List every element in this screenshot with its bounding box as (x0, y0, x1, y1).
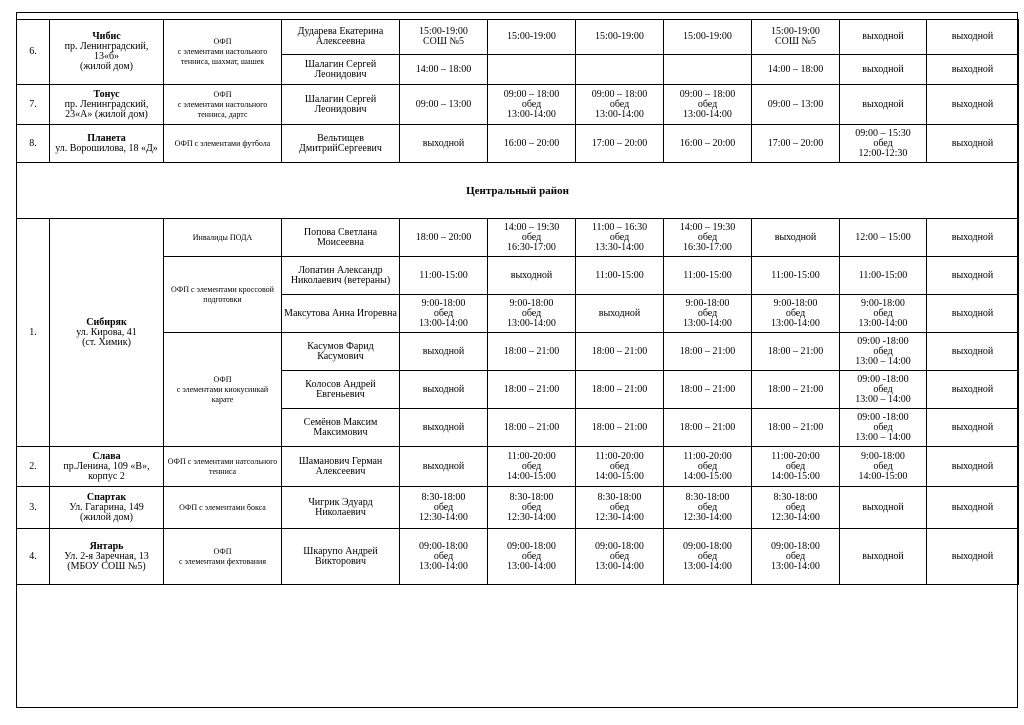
schedule-time-cell: 18:00 – 21:00 (576, 371, 664, 409)
row-number: 8. (17, 125, 50, 163)
sport-type: ОФП с элементами фехтования (164, 529, 282, 585)
row-number: 6. (17, 20, 50, 85)
schedule-time-cell: 11:00-20:00 обед 14:00-15:00 (576, 447, 664, 487)
coach-name: Шкарупо Андрей Викторович (282, 529, 400, 585)
schedule-time-cell: выходной (927, 219, 1019, 257)
schedule-time-cell: 11:00-15:00 (664, 257, 752, 295)
row-number: 2. (17, 447, 50, 487)
schedule-time-cell: 12:00 – 15:00 (840, 219, 927, 257)
schedule-time-cell: 09:00 -18:00 обед 13:00 – 14:00 (840, 409, 927, 447)
schedule-time-cell: выходной (752, 219, 840, 257)
schedule-time-cell: 15:00-19:00 СОШ №5 (752, 20, 840, 55)
district-title: Центральный район (17, 163, 1019, 219)
schedule-time-cell: 14:00 – 18:00 (752, 55, 840, 85)
schedule-time-cell: 17:00 – 20:00 (576, 125, 664, 163)
table-row (17, 487, 1019, 529)
schedule-time-cell: выходной (927, 125, 1019, 163)
club-address: Ул. Гагарина, 149 (жилой дом) (69, 501, 144, 523)
schedule-time-cell: 11:00-15:00 (752, 257, 840, 295)
club-address: пр. Ленинградский, 13«б» (жилой дом) (64, 41, 149, 72)
club-cell (50, 447, 164, 487)
club-cell (50, 487, 164, 529)
schedule-time-cell: 9:00-18:00 обед 13:00-14:00 (400, 295, 488, 333)
schedule-time-cell: выходной (576, 295, 664, 333)
table-row (17, 219, 1019, 257)
table-row (17, 20, 1019, 55)
schedule-time-cell: выходной (927, 371, 1019, 409)
club-cell (50, 85, 164, 125)
schedule-time-cell: 11:00-20:00 обед 14:00-15:00 (488, 447, 576, 487)
schedule-time-cell: 18:00 – 21:00 (576, 333, 664, 371)
schedule-time-cell: 18:00 – 21:00 (576, 409, 664, 447)
schedule-time-cell: выходной (840, 55, 927, 85)
schedule-time-cell: выходной (927, 333, 1019, 371)
schedule-time-cell: выходной (927, 20, 1019, 55)
sport-type: ОФП с элементами бокса (164, 487, 282, 529)
schedule-time-cell: 14:00 – 18:00 (400, 55, 488, 85)
schedule-time-cell: выходной (840, 20, 927, 55)
club-address: ул. Ворошилова, 18 «Д» (55, 142, 158, 154)
row-number: 1. (17, 219, 50, 447)
table-row (17, 125, 1019, 163)
schedule-time-cell: 9:00-18:00 обед 14:00-15:00 (840, 447, 927, 487)
district-header-row (17, 163, 1019, 219)
coach-name: Чигрик Эдуард Николаевич (282, 487, 400, 529)
schedule-time-cell: 15:00-19:00 СОШ №5 (400, 20, 488, 55)
schedule-time-cell: выходной (927, 409, 1019, 447)
schedule-time-cell: 15:00-19:00 (488, 20, 576, 55)
schedule-table (16, 19, 1019, 585)
table-row (17, 333, 1019, 371)
row-number: 4. (17, 529, 50, 585)
sport-type: ОФП с элементами кроссовой подготовки (164, 257, 282, 333)
coach-name: Максутова Анна Игоревна (282, 295, 400, 333)
schedule-time-cell: 18:00 – 21:00 (488, 409, 576, 447)
schedule-time-cell: 9:00-18:00 обед 13:00-14:00 (840, 295, 927, 333)
club-name: Слава (92, 450, 121, 462)
schedule-time-cell: 09:00-18:00 обед 13:00-14:00 (664, 529, 752, 585)
schedule-time-cell: выходной (927, 295, 1019, 333)
schedule-time-cell: 11:00-20:00 обед 14:00-15:00 (664, 447, 752, 487)
schedule-time-cell: 11:00-15:00 (400, 257, 488, 295)
schedule-time-cell: 09:00 – 18:00 обед 13:00-14:00 (488, 85, 576, 125)
schedule-time-cell: 18:00 – 21:00 (752, 333, 840, 371)
coach-name: Касумов Фарид Касумович (282, 333, 400, 371)
sport-type: ОФП с элементами натсольного тенниса (164, 447, 282, 487)
coach-name: Попова Светлана Моисеевна (282, 219, 400, 257)
coach-name: Дударева Екатерина Алексеевна (282, 20, 400, 55)
schedule-time-cell: 09:00-18:00 обед 13:00-14:00 (752, 529, 840, 585)
schedule-time-cell: 9:00-18:00 обед 13:00-14:00 (752, 295, 840, 333)
schedule-time-cell: 18:00 – 21:00 (664, 371, 752, 409)
club-cell (50, 20, 164, 85)
schedule-time-cell: выходной (927, 257, 1019, 295)
club-address: пр.Ленина, 109 «В», корпус 2 (63, 460, 150, 482)
schedule-time-cell: выходной (840, 487, 927, 529)
row-number: 3. (17, 487, 50, 529)
schedule-time-cell: 11:00-15:00 (576, 257, 664, 295)
club-name: Тонус (93, 88, 120, 100)
schedule-time-cell: выходной (927, 487, 1019, 529)
schedule-time-cell: выходной (840, 529, 927, 585)
sport-type: Инвалиды ПОДА (164, 219, 282, 257)
schedule-time-cell: выходной (488, 257, 576, 295)
club-cell (50, 529, 164, 585)
coach-name: Семёнов Максим Максимович (282, 409, 400, 447)
club-cell (50, 219, 164, 447)
schedule-time-cell: выходной (927, 529, 1019, 585)
club-address: пр. Ленинградский, 23«А» (жилой дом) (64, 98, 149, 120)
schedule-time-cell: выходной (927, 55, 1019, 85)
schedule-time-cell: 09:00-18:00 обед 13:00-14:00 (400, 529, 488, 585)
schedule-time-cell: 09:00 – 18:00 обед 13:00-14:00 (576, 85, 664, 125)
club-name: Спартак (86, 491, 127, 503)
table-row (17, 85, 1019, 125)
schedule-time-cell: выходной (927, 447, 1019, 487)
schedule-time-cell: 18:00 – 21:00 (664, 409, 752, 447)
row-number: 7. (17, 85, 50, 125)
table-row (17, 529, 1019, 585)
schedule-time-cell: 17:00 – 20:00 (752, 125, 840, 163)
schedule-time-cell: 11:00 – 16:30 обед 13:30-14:00 (576, 219, 664, 257)
schedule-time-cell: 09:00 -18:00 обед 13:00 – 14:00 (840, 371, 927, 409)
sport-type: ОФП с элементами киокусинкай карате (164, 333, 282, 447)
schedule-time-cell: 15:00-19:00 (664, 20, 752, 55)
club-cell (50, 125, 164, 163)
schedule-time-cell: 18:00 – 21:00 (752, 409, 840, 447)
coach-name: Шалагин Сергей Леонидович (282, 55, 400, 85)
coach-name: Шалагин Сергей Леонидович (282, 85, 400, 125)
schedule-time-cell: выходной (400, 333, 488, 371)
schedule-time-cell: 14:00 – 19:30 обед 16:30-17:00 (664, 219, 752, 257)
schedule-time-cell: 8:30-18:00 обед 12:30-14:00 (488, 487, 576, 529)
schedule-time-cell: выходной (840, 85, 927, 125)
schedule-time-cell: 09:00 – 15:30 обед 12:00-12:30 (840, 125, 927, 163)
sport-type: ОФП с элементами настольного тенниса, шахмат, шашек (164, 20, 282, 85)
table-row (17, 447, 1019, 487)
schedule-time-cell (664, 55, 752, 85)
schedule-time-cell: 9:00-18:00 обед 13:00-14:00 (664, 295, 752, 333)
club-name: Сибиряк (86, 316, 127, 328)
schedule-time-cell: 16:00 – 20:00 (488, 125, 576, 163)
coach-name: Шаманович Герман Алексеевич (282, 447, 400, 487)
schedule-time-cell: 11:00-15:00 (840, 257, 927, 295)
schedule-time-cell: 09:00 – 18:00 обед 13:00-14:00 (664, 85, 752, 125)
schedule-time-cell: выходной (400, 371, 488, 409)
schedule-time-cell: 14:00 – 19:30 обед 16:30-17:00 (488, 219, 576, 257)
schedule-time-cell: 11:00-20:00 обед 14:00-15:00 (752, 447, 840, 487)
schedule-time-cell: выходной (400, 125, 488, 163)
coach-name: Вельтищев ДмитрийСергеевич (282, 125, 400, 163)
sport-type: ОФП с элементами футбола (164, 125, 282, 163)
coach-name: Колосов Андрей Евгеньевич (282, 371, 400, 409)
table-row (17, 257, 1019, 295)
club-address: Ул. 2-я Заречная, 13 (МБОУ СОШ №5) (64, 550, 149, 572)
schedule-time-cell: 15:00-19:00 (576, 20, 664, 55)
schedule-time-cell: 09:00 – 13:00 (752, 85, 840, 125)
club-address: ул. Кирова, 41 (ст. Химик) (76, 326, 137, 348)
schedule-time-cell: 09:00 -18:00 обед 13:00 – 14:00 (840, 333, 927, 371)
schedule-time-cell: 16:00 – 20:00 (664, 125, 752, 163)
schedule-time-cell: 8:30-18:00 обед 12:30-14:00 (752, 487, 840, 529)
schedule-time-cell: 18:00 – 21:00 (488, 371, 576, 409)
schedule-time-cell: 8:30-18:00 обед 12:30-14:00 (576, 487, 664, 529)
schedule-time-cell: 18:00 – 20:00 (400, 219, 488, 257)
schedule-time-cell: 09:00-18:00 обед 13:00-14:00 (576, 529, 664, 585)
schedule-time-cell: 09:00-18:00 обед 13:00-14:00 (488, 529, 576, 585)
schedule-time-cell: 8:30-18:00 обед 12:30-14:00 (400, 487, 488, 529)
club-name: Планета (87, 132, 126, 144)
schedule-time-cell: 8:30-18:00 обед 12:30-14:00 (664, 487, 752, 529)
club-name: Янтарь (89, 540, 124, 552)
schedule-time-cell: 18:00 – 21:00 (664, 333, 752, 371)
schedule-time-cell (576, 55, 664, 85)
schedule-time-cell: выходной (400, 409, 488, 447)
schedule-time-cell (488, 55, 576, 85)
schedule-time-cell: выходной (927, 85, 1019, 125)
schedule-time-cell: 18:00 – 21:00 (488, 333, 576, 371)
schedule-time-cell: 18:00 – 21:00 (752, 371, 840, 409)
schedule-time-cell: 09:00 – 13:00 (400, 85, 488, 125)
schedule-time-cell: выходной (400, 447, 488, 487)
sport-type: ОФП с элементами настольного тенниса, дартс (164, 85, 282, 125)
club-name: Чибис (92, 31, 121, 42)
schedule-time-cell: 9:00-18:00 обед 13:00-14:00 (488, 295, 576, 333)
coach-name: Лопатин Александр Николаевич (ветераны) (282, 257, 400, 295)
